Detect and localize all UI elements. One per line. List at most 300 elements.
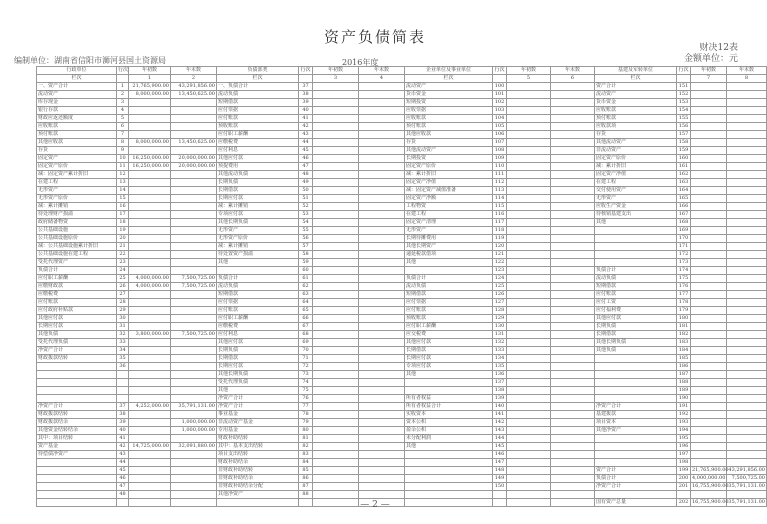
table-cell: 净资产合计 [37, 347, 117, 355]
table-cell [405, 467, 493, 475]
table-cell: 在建工程 [595, 179, 677, 187]
table-cell: 流动资产 [595, 91, 677, 99]
table-row [37, 155, 767, 163]
table-cell [727, 411, 767, 419]
table-cell [727, 283, 767, 291]
table-cell: 150 [493, 483, 507, 491]
table-cell [129, 219, 171, 227]
table-cell [691, 267, 727, 275]
table-cell [171, 251, 217, 259]
table-cell [171, 243, 217, 251]
table-cell [507, 179, 551, 187]
table-cell [727, 147, 767, 155]
table-cell: 34 [117, 347, 129, 355]
table-cell: 应付利息 [217, 147, 299, 155]
table-cell: 7,500,725.00 [171, 275, 217, 283]
table-cell [313, 219, 359, 227]
table-cell: 16,250,000.00 [129, 155, 171, 163]
table-cell: 应交税费 [405, 331, 493, 339]
table-cell [313, 411, 359, 419]
table-cell: 应付账款 [217, 115, 299, 123]
table-cell [691, 187, 727, 195]
table-cell [507, 139, 551, 147]
table-cell [691, 395, 727, 403]
header-cell: 1 [129, 75, 171, 83]
header-cell: 年初数 [507, 67, 551, 75]
table-cell [313, 163, 359, 171]
header-cell [677, 75, 691, 83]
table-cell [171, 379, 217, 387]
table-cell [359, 315, 405, 323]
table-cell [129, 307, 171, 315]
table-cell [171, 203, 217, 211]
table-cell: 非流动资产 [595, 147, 677, 155]
table-row [37, 419, 767, 427]
table-cell: 20,000,000.00 [171, 155, 217, 163]
table-cell [359, 251, 405, 259]
table-cell [359, 451, 405, 459]
table-cell [551, 395, 595, 403]
table-cell [507, 227, 551, 235]
table-cell [727, 219, 767, 227]
table-cell: 在建工程 [37, 179, 117, 187]
table-cell [551, 203, 595, 211]
table-cell [595, 491, 677, 499]
table-cell [691, 291, 727, 299]
table-cell: 交付使用资产 [595, 187, 677, 195]
table-row [37, 299, 767, 307]
table-cell: 受托代理资产 [37, 259, 117, 267]
table-cell: 负债合计 [217, 275, 299, 283]
header-cell: 负债部类 [217, 67, 299, 75]
table-cell [595, 371, 677, 379]
table-cell: 负债合计 [405, 275, 493, 283]
table-cell [171, 179, 217, 187]
table-cell: 应付利息 [217, 331, 299, 339]
table-cell: 固定资产清理 [405, 219, 493, 227]
table-cell [171, 363, 217, 371]
table-cell: 46 [117, 475, 129, 483]
table-cell: 113 [493, 187, 507, 195]
header-cell: 3 [313, 75, 359, 83]
table-cell: 应付职工薪酬 [37, 275, 117, 283]
table-cell [507, 283, 551, 291]
table-cell: 171 [677, 243, 691, 251]
table-cell: 流动负债 [405, 283, 493, 291]
table-cell: 43,291,856.00 [728, 467, 765, 473]
header-cell: 栏次 [595, 75, 677, 83]
table-cell [171, 395, 217, 403]
table-cell: 139 [493, 395, 507, 403]
table-cell [359, 259, 405, 267]
table-cell: 1 [117, 83, 129, 91]
table-cell [117, 387, 129, 395]
table-cell [359, 227, 405, 235]
table-row [37, 395, 767, 403]
table-cell: 预付账款 [37, 131, 117, 139]
table-row [37, 267, 767, 275]
table-cell: 其他 [405, 371, 493, 379]
table-cell: 142 [493, 419, 507, 427]
table-cell [727, 203, 767, 211]
table-row [37, 307, 767, 315]
table-cell [171, 267, 217, 275]
table-row [37, 219, 767, 227]
table-cell [313, 283, 359, 291]
table-cell: 173 [677, 259, 691, 267]
table-cell [313, 83, 359, 91]
table-cell [551, 339, 595, 347]
table-cell [551, 147, 595, 155]
table-cell [727, 315, 767, 323]
table-cell [313, 459, 359, 467]
table-cell [359, 107, 405, 115]
table-cell [129, 179, 171, 187]
table-cell: 162 [677, 171, 691, 179]
table-cell [129, 339, 171, 347]
table-cell [727, 211, 767, 219]
table-cell: 受托代理负债 [37, 339, 117, 347]
table-cell [551, 467, 595, 475]
table-cell: 6 [117, 123, 129, 131]
table-cell [313, 315, 359, 323]
table-cell [727, 155, 767, 163]
table-cell [359, 91, 405, 99]
table-cell [313, 267, 359, 275]
table-cell: 74 [299, 379, 313, 387]
table-row [37, 259, 767, 267]
table-cell [313, 339, 359, 347]
table-cell: 其他 [217, 387, 299, 395]
table-cell [359, 339, 405, 347]
table-cell [691, 283, 727, 291]
table-cell [313, 259, 359, 267]
table-cell: 111 [493, 171, 507, 179]
table-cell [507, 155, 551, 163]
table-cell: 资产合计 [595, 83, 677, 91]
table-cell [727, 275, 767, 283]
table-cell: 195 [677, 435, 691, 443]
table-cell: 应收款项 [595, 123, 677, 131]
table-cell: 54 [299, 219, 313, 227]
table-cell: 应收账款 [37, 123, 117, 131]
table-cell [129, 363, 171, 371]
table-cell [405, 491, 493, 499]
table-cell: 63 [299, 291, 313, 299]
table-cell: 预付账款 [595, 115, 677, 123]
table-cell [691, 371, 727, 379]
table-cell [313, 171, 359, 179]
table-cell: 政府储备物资 [37, 219, 117, 227]
table-cell: 76 [299, 395, 313, 403]
table-cell: 70 [299, 347, 313, 355]
table-cell: 185 [677, 355, 691, 363]
table-cell: 87 [299, 483, 313, 491]
table-cell: 净资产合计 [595, 483, 677, 491]
table-cell [129, 419, 171, 427]
table-cell: 141 [493, 411, 507, 419]
table-cell [37, 483, 117, 491]
table-cell: 59 [299, 259, 313, 267]
table-cell: 190 [677, 395, 691, 403]
table-cell: 191 [677, 403, 691, 411]
table-cell: 长期借款 [405, 347, 493, 355]
table-cell: 135 [493, 363, 507, 371]
table-cell: 短期借款 [217, 291, 299, 299]
table-cell [727, 451, 767, 459]
table-row [37, 99, 767, 107]
table-cell [171, 371, 217, 379]
table-cell [313, 243, 359, 251]
table-cell: 116 [493, 211, 507, 219]
table-cell: 一、资产合计 [37, 83, 117, 91]
table-cell: 29 [117, 307, 129, 315]
header-cell: 2 [171, 75, 217, 83]
form-number: 财决12表 [699, 43, 738, 53]
table-cell [691, 179, 727, 187]
table-cell [359, 483, 405, 491]
table-cell [313, 347, 359, 355]
table-cell: 8 [117, 139, 129, 147]
table-cell [507, 371, 551, 379]
table-cell [507, 131, 551, 139]
table-cell: 67 [299, 323, 313, 331]
table-row [37, 331, 767, 339]
table-cell: 应付职工薪酬 [217, 131, 299, 139]
table-cell: 84 [299, 459, 313, 467]
table-cell [551, 83, 595, 91]
table-cell: 资产合计 [595, 467, 677, 475]
table-cell [359, 387, 405, 395]
table-row [37, 91, 767, 99]
table-cell [313, 491, 359, 499]
table-row [37, 123, 767, 131]
table-cell [37, 459, 117, 467]
table-cell [171, 475, 217, 483]
table-cell [171, 339, 217, 347]
table-cell [129, 395, 171, 403]
table-cell: 44 [117, 459, 129, 467]
table-cell: 7,500,725.00 [171, 331, 217, 339]
table-cell: 137 [493, 379, 507, 387]
table-cell [359, 131, 405, 139]
table-cell [727, 363, 767, 371]
table-cell [359, 419, 405, 427]
table-cell: 实收资本 [405, 411, 493, 419]
header-cell: 行次 [494, 67, 505, 73]
table-cell: 189 [677, 387, 691, 395]
table-cell [313, 419, 359, 427]
table-cell: 199 [677, 467, 691, 475]
table-cell [359, 403, 405, 411]
table-cell: 短期投资 [405, 99, 493, 107]
table-cell [171, 259, 217, 267]
header-cell: 行次 [678, 67, 689, 73]
table-cell: 39 [117, 419, 129, 427]
table-cell: 161 [677, 163, 691, 171]
table-cell [507, 251, 551, 259]
table-cell [507, 411, 551, 419]
table-cell [551, 251, 595, 259]
table-cell: 186 [677, 363, 691, 371]
table-cell [507, 195, 551, 203]
table-cell [507, 387, 551, 395]
table-cell [507, 259, 551, 267]
table-cell: 174 [677, 267, 691, 275]
table-cell: 基建拨款 [595, 411, 677, 419]
table-cell [359, 291, 405, 299]
table-cell [595, 243, 677, 251]
table-cell [727, 251, 767, 259]
table-cell: 其他 [405, 259, 493, 267]
table-cell [727, 355, 767, 363]
table-cell: 109 [493, 155, 507, 163]
table-cell [727, 395, 767, 403]
table-cell: 128 [493, 307, 507, 315]
table-cell: 43,291,856.00 [171, 83, 217, 91]
table-cell: 202 [677, 499, 691, 507]
table-cell [129, 243, 171, 251]
table-cell [551, 179, 595, 187]
table-cell: 减：公共基础设施累计折旧 [37, 243, 117, 251]
table-cell [359, 243, 405, 251]
table-row [37, 243, 767, 251]
table-cell [691, 155, 727, 163]
table-cell: 减：累计摊销 [37, 203, 117, 211]
table-cell [129, 459, 171, 467]
table-cell: 其他应收款 [37, 139, 117, 147]
table-cell [551, 331, 595, 339]
table-cell: 126 [493, 291, 507, 299]
table-row [37, 283, 767, 291]
table-cell: 其中：项目结转 [37, 435, 117, 443]
table-cell [551, 267, 595, 275]
table-cell: 105 [493, 123, 507, 131]
table-cell [359, 427, 405, 435]
table-cell [551, 435, 595, 443]
table-cell [677, 491, 691, 499]
table-cell: 16,755,900.00 [692, 483, 729, 489]
table-cell [405, 483, 493, 491]
table-cell: 39 [299, 99, 313, 107]
table-cell: 存货 [405, 139, 493, 147]
table-cell [727, 131, 767, 139]
table-cell: 42 [117, 443, 129, 451]
table-cell [359, 299, 405, 307]
table-cell: 168 [677, 219, 691, 227]
table-cell [507, 379, 551, 387]
table-cell [691, 195, 727, 203]
table-cell [313, 427, 359, 435]
table-cell: 192 [677, 411, 691, 419]
table-cell [405, 459, 493, 467]
table-cell [727, 123, 767, 131]
table-cell [551, 307, 595, 315]
table-cell: 1,000,000.00 [171, 419, 217, 427]
table-row [37, 387, 767, 395]
table-cell [691, 323, 727, 331]
table-cell: 国有资产总量 [595, 499, 677, 507]
table-cell [171, 483, 217, 491]
table-cell [551, 355, 595, 363]
table-cell [507, 115, 551, 123]
table-cell [507, 483, 551, 491]
table-cell [691, 203, 727, 211]
table-cell [691, 427, 727, 435]
table-cell [727, 347, 767, 355]
table-cell: 财政拨款结转 [37, 355, 117, 363]
table-cell: 预提费用 [217, 163, 299, 171]
table-cell [691, 355, 727, 363]
table-cell: 200 [677, 475, 691, 483]
table-cell [129, 467, 171, 475]
table-cell [691, 123, 727, 131]
table-cell [727, 187, 767, 195]
table-cell [727, 267, 767, 275]
table-cell [727, 419, 767, 427]
table-cell [359, 123, 405, 131]
table-cell [171, 467, 217, 475]
table-cell [691, 91, 727, 99]
table-cell [129, 195, 171, 203]
table-cell [507, 219, 551, 227]
table-cell: 100 [493, 83, 507, 91]
table-cell [493, 491, 507, 499]
table-cell [171, 323, 217, 331]
table-cell: 银行存款 [37, 107, 117, 115]
table-cell: 40 [117, 427, 129, 435]
table-cell [313, 371, 359, 379]
table-cell [691, 315, 727, 323]
table-cell [129, 435, 171, 443]
header-cell: 8 [727, 75, 767, 83]
table-cell [551, 123, 595, 131]
table-cell: 18 [117, 219, 129, 227]
table-cell: 流动负债 [595, 275, 677, 283]
table-cell: 78 [299, 411, 313, 419]
table-cell: 20 [117, 235, 129, 243]
table-cell [171, 387, 217, 395]
table-cell: 待偿债净资产 [37, 451, 117, 459]
table-cell: 35,791,131.00 [728, 499, 765, 505]
table-cell: 专项应付款 [217, 211, 299, 219]
table-cell [551, 403, 595, 411]
table-cell: 减：固定资产累计折旧 [37, 171, 117, 179]
table-cell [129, 251, 171, 259]
table-cell [359, 379, 405, 387]
table-cell [551, 347, 595, 355]
table-cell: 27 [117, 291, 129, 299]
table-cell: 长期负债 [217, 347, 299, 355]
table-cell [171, 451, 217, 459]
table-cell [551, 91, 595, 99]
table-cell [359, 275, 405, 283]
table-cell [507, 123, 551, 131]
table-cell [129, 291, 171, 299]
table-cell: 129 [493, 315, 507, 323]
table-cell [37, 371, 117, 379]
table-cell: 净资产合计 [595, 403, 677, 411]
balance-sheet-table [36, 66, 767, 507]
table-cell: 未分配利润 [405, 435, 493, 443]
table-cell: 75 [299, 387, 313, 395]
table-cell [171, 291, 217, 299]
header-cell: 年初数 [129, 67, 171, 75]
table-cell [359, 411, 405, 419]
table-cell [129, 131, 171, 139]
table-cell: 11 [117, 163, 129, 171]
table-cell: 69 [299, 339, 313, 347]
